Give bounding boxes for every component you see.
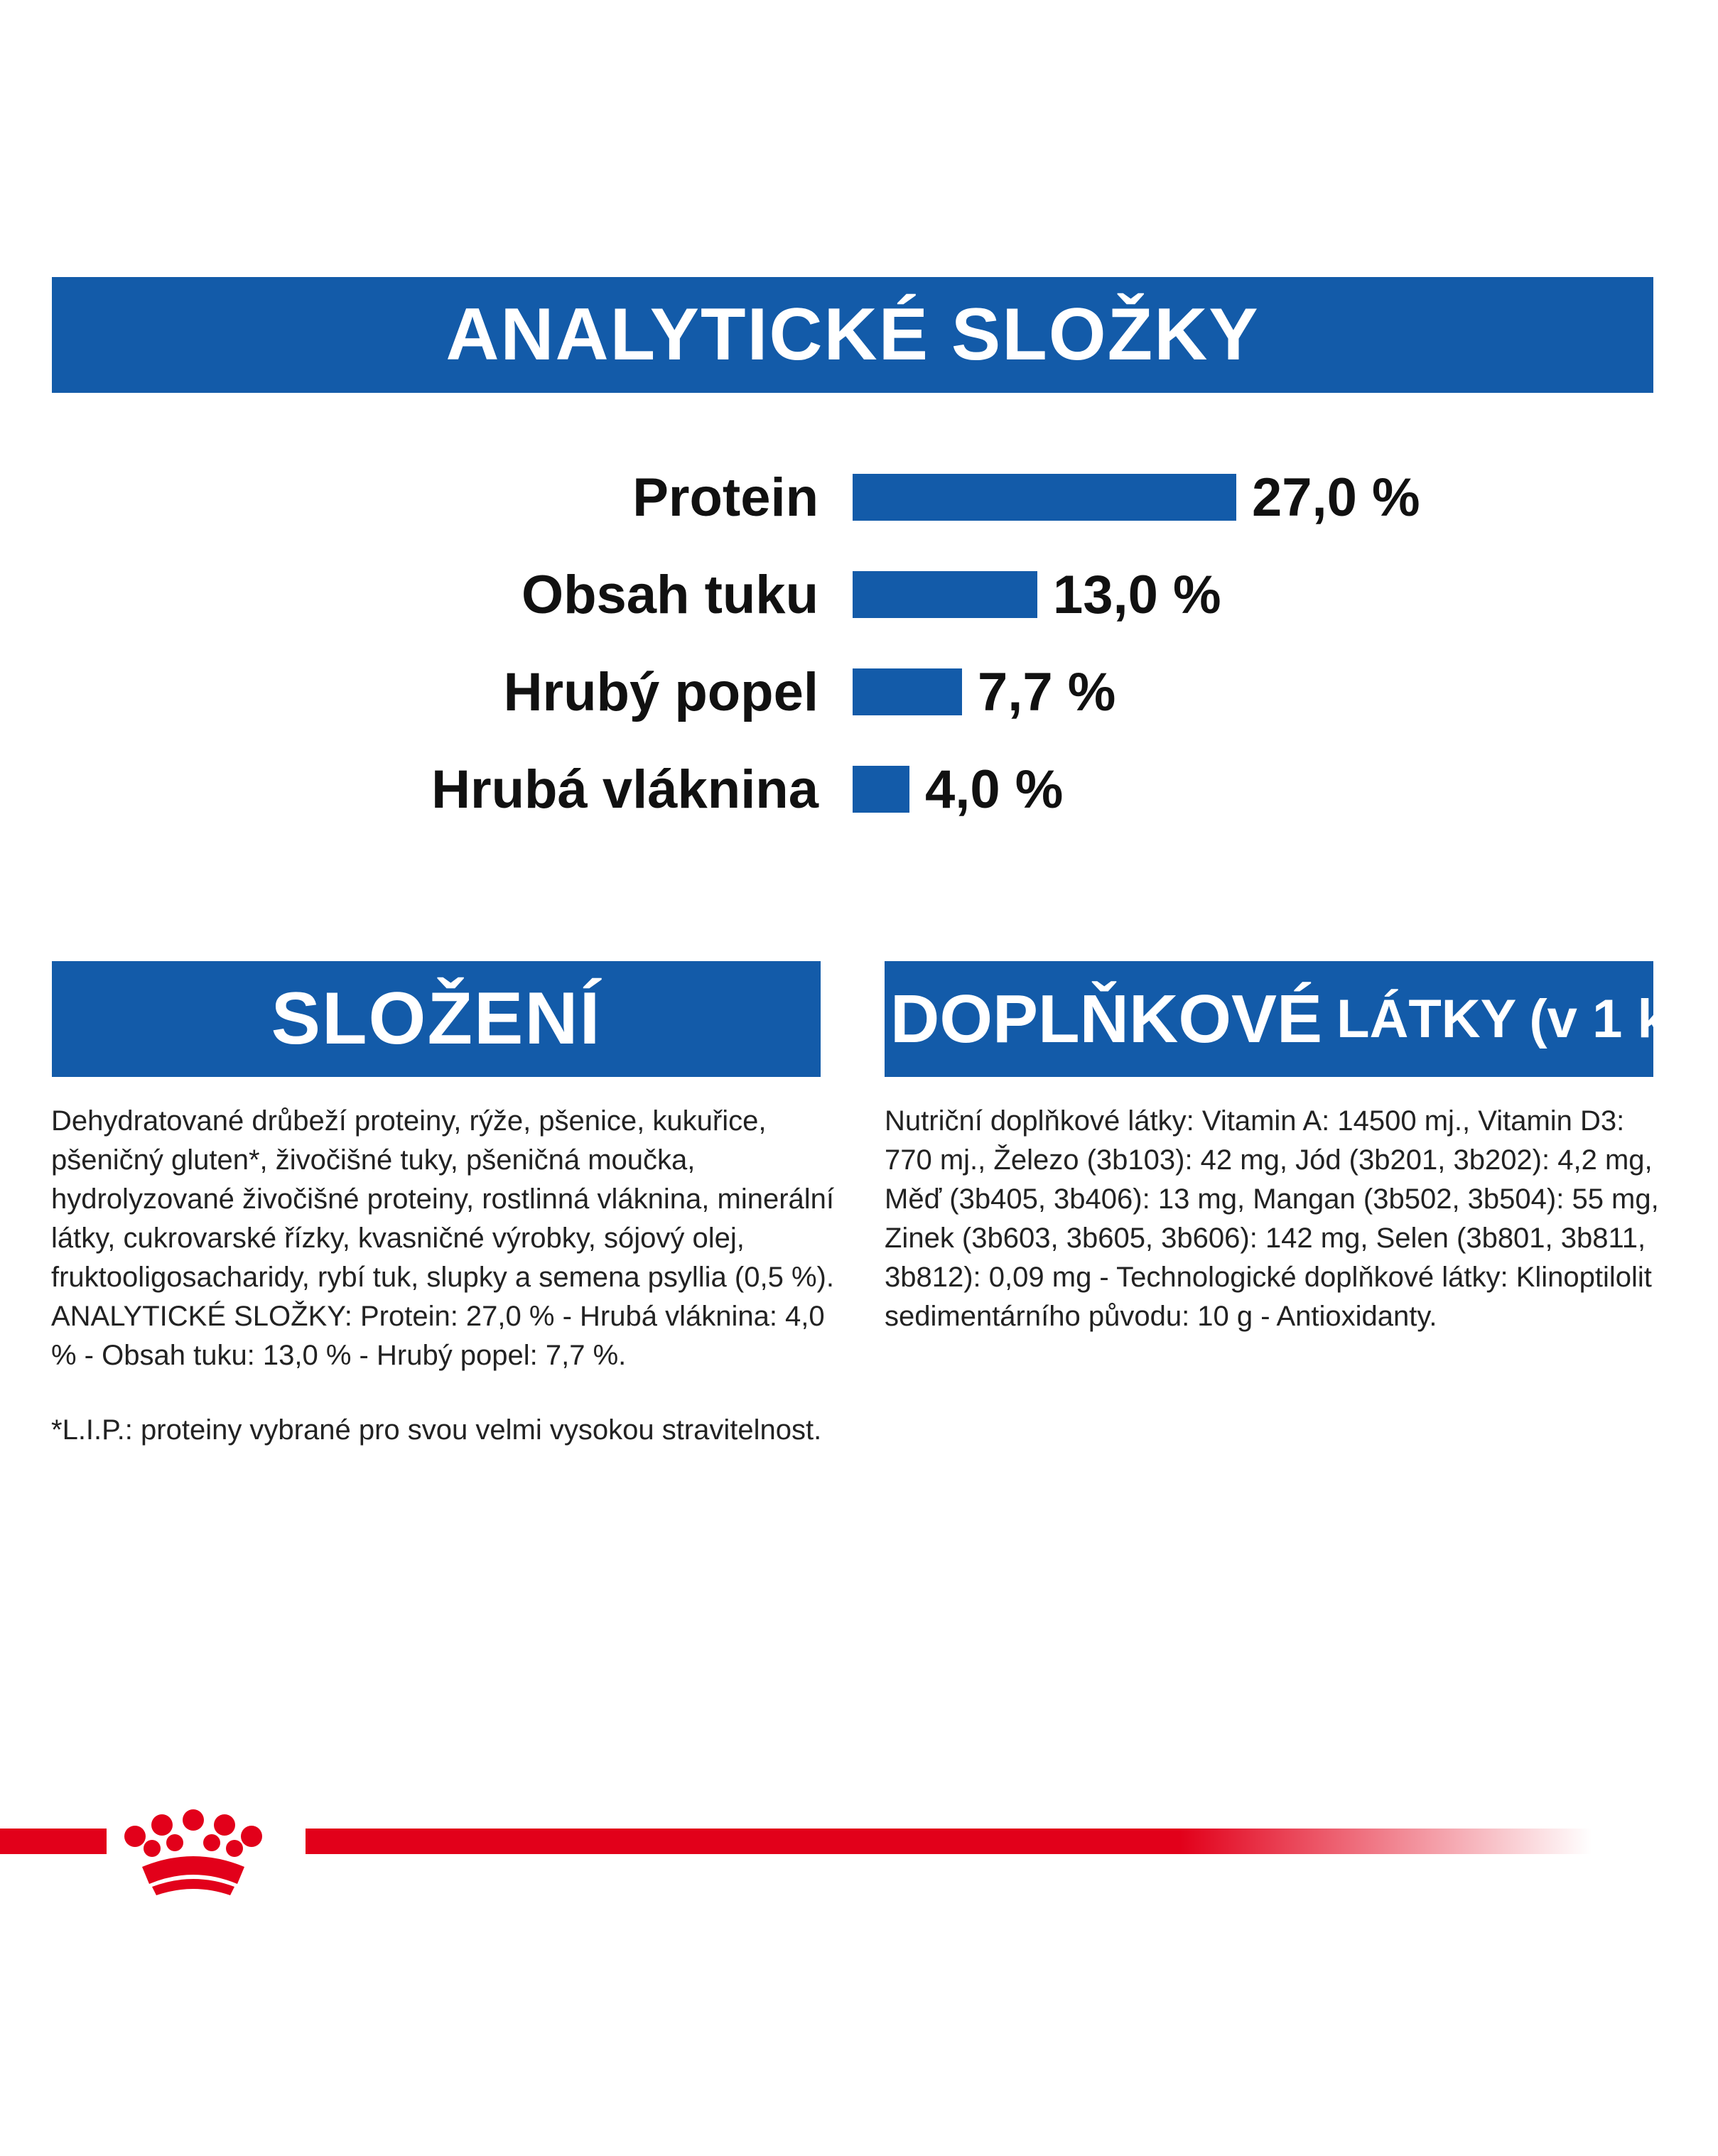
analytic-components-title: ANALYTICKÉ SLOŽKY <box>445 293 1260 376</box>
bar <box>853 571 1037 618</box>
composition-footnote: *L.I.P.: proteiny vybrané pro svou velmi vysokou stravitelnost. <box>51 1414 822 1446</box>
crown-icon <box>124 1809 262 1895</box>
brand-footer <box>0 1797 1705 1904</box>
bar-value-label: 13,0 % <box>1053 565 1221 625</box>
bar-category-label: Protein <box>632 467 819 528</box>
bar-value-label: 7,7 % <box>978 662 1116 722</box>
additives-text: Nutriční doplňkové látky: Vitamin A: 14500 mj., Vitamin D3: 770 mj., Železo (3b103): 42 mg, Jód (3b201, 3b202): 4,2 mg, Měď (3b405, 3b406): 13 mg, Mangan (3b502, 3b504): 55 mg, Zinek (3b603, 3b605, 3b606): 142 mg, Selen (3b801, 3b811, 3b812): 0,09 mg - Technologické doplňkové látky: Klinoptilolit sedimentárního původu: 10 g - Antioxidanty. <box>885 1105 1659 1332</box>
bar <box>853 668 962 715</box>
bar-value-label: 27,0 % <box>1252 467 1420 528</box>
bar-value-label: 4,0 % <box>925 759 1064 820</box>
bar <box>853 766 909 813</box>
bar-category-label: Hrubá vláknina <box>431 759 819 820</box>
bar-category-label: Hrubý popel <box>503 662 819 722</box>
additives-title-main: DOPLŇKOVÉ <box>890 980 1323 1057</box>
analytic-components-banner <box>52 277 1653 393</box>
bar <box>853 474 1236 521</box>
additives-banner <box>885 961 1718 1077</box>
additives-title-unit: (v 1 kg) <box>1529 989 1718 1049</box>
bar-category-label: Obsah tuku <box>521 565 819 625</box>
composition-banner <box>52 961 821 1077</box>
brand-stripe-right <box>306 1829 1592 1854</box>
additives-title-small: LÁTKY <box>1336 989 1517 1049</box>
composition-text: Dehydratované drůbeží proteiny, rýže, pšenice, kukuřice, pšeničný gluten*, živočišné tuky, pšeničná moučka, hydrolyzované živočišné proteiny, rostlinná vláknina, minerální látky, cukrovarské řízky, kvasničné výrobky, sójový olej, fruktooligosacharidy, rybí tuk, slupky a semena psyllia (0,5 %). ANALYTICKÉ SLOŽKY: Protein: 27,0 % - Hrubá vláknina: 4,0 % - Obsah tuku: 13,0 % - Hrubý popel: 7,7 %. <box>51 1105 835 1371</box>
composition-title: SLOŽENÍ <box>271 977 602 1060</box>
brand-stripe-left <box>0 1829 107 1854</box>
nutrient-bar-chart <box>0 440 1705 867</box>
